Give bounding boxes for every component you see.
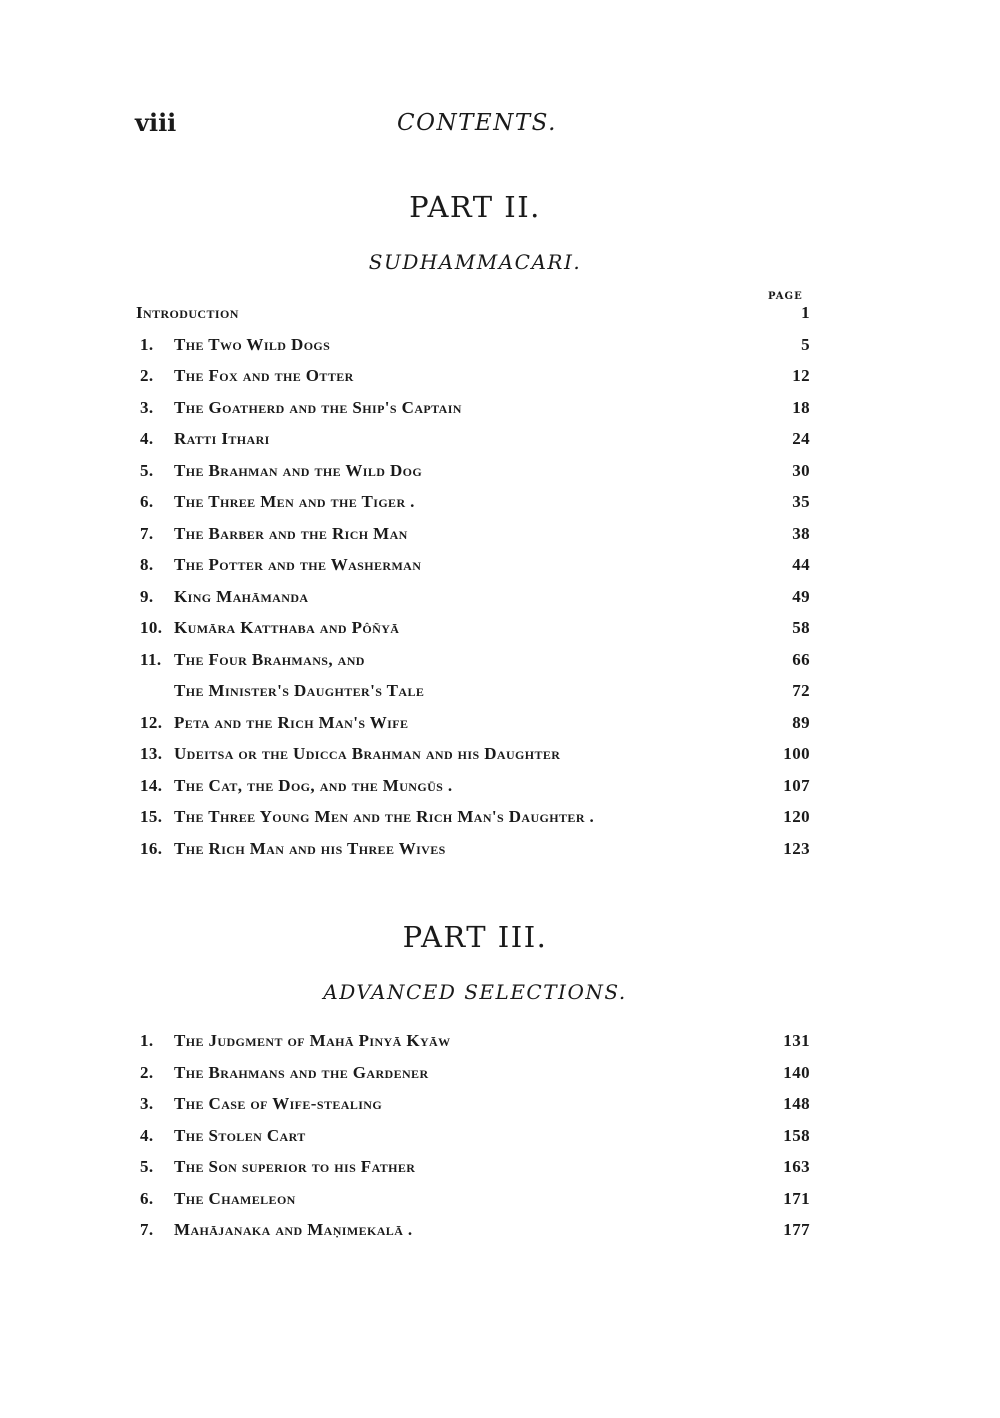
toc-entry: [136, 650, 810, 682]
entry-number: 9.: [140, 586, 154, 606]
toc-entry: [136, 587, 810, 619]
toc-entry: [136, 744, 810, 776]
entry-page-number: 89: [792, 712, 810, 732]
running-title: CONTENTS.: [397, 110, 557, 136]
toc-entry: [136, 1157, 810, 1189]
entry-title: The Rich Man and his Three Wives: [174, 838, 446, 858]
toc-entry: [136, 1031, 810, 1063]
entry-page-number: 30: [792, 460, 810, 480]
toc-entry: [136, 1063, 810, 1095]
entry-title: Kumāra Katthaba and Pôñyā: [174, 618, 400, 637]
entry-title: The Son superior to his Father: [174, 1157, 416, 1176]
entry-page-number: 131: [783, 1031, 810, 1050]
toc-entry: [136, 618, 810, 650]
entry-page-number: 123: [783, 838, 810, 858]
toc-entry: [136, 398, 810, 430]
entry-title: The Brahmans and the Gardener: [174, 1062, 429, 1082]
entry-title: The Fox and the Otter: [174, 366, 354, 385]
running-head: [135, 108, 815, 142]
entry-title: The Three Young Men and the Rich Man's Daughter .: [174, 807, 595, 826]
entry-number: 4.: [140, 429, 154, 448]
toc-entry: [136, 303, 810, 335]
toc-entry: [136, 555, 810, 587]
part-2-contents-list: [136, 303, 810, 870]
entry-page-number: 100: [783, 744, 810, 763]
entry-number: 1.: [140, 334, 154, 354]
entry-number: 16.: [140, 838, 163, 858]
page-number: viii: [135, 108, 177, 137]
entry-page-number: 12: [792, 366, 810, 385]
entry-number: 2.: [140, 366, 154, 385]
toc-entry: [136, 1220, 810, 1252]
entry-page-number: 120: [783, 807, 810, 826]
toc-entry: [136, 492, 810, 524]
entry-number: 6.: [140, 1188, 154, 1208]
toc-entry: [136, 839, 810, 871]
entry-number: 15.: [140, 807, 163, 826]
entry-title: The Chameleon: [174, 1188, 296, 1208]
entry-page-number: 163: [783, 1157, 810, 1176]
part-3-title: PART III.: [402, 920, 548, 954]
entry-title: The Barber and the Rich Man: [174, 523, 408, 543]
entry-title: The Potter and the Washerman: [174, 555, 422, 574]
entry-number: 7.: [140, 1220, 154, 1239]
page-column-label: PAGE: [768, 291, 803, 302]
entry-title: The Minister's Daughter's Tale: [174, 681, 425, 700]
entry-title: Ratti Ithari: [174, 429, 270, 448]
entry-title: The Two Wild Dogs: [174, 334, 331, 354]
entry-number: 6.: [140, 492, 154, 511]
entry-title: The Three Men and the Tiger .: [174, 492, 415, 511]
toc-entry: [136, 429, 810, 461]
toc-entry: [136, 807, 810, 839]
entry-number: 3.: [140, 1094, 154, 1113]
entry-page-number: 148: [783, 1094, 810, 1113]
entry-page-number: 18: [792, 397, 810, 417]
entry-page-number: 107: [783, 775, 810, 795]
entry-number: 4.: [140, 1125, 154, 1145]
entry-page-number: 38: [792, 523, 810, 543]
entry-title: The Goatherd and the Ship's Captain: [174, 397, 462, 417]
toc-entry: [136, 776, 810, 808]
toc-entry: [136, 681, 810, 713]
entry-title: The Case of Wife-stealing: [174, 1094, 383, 1113]
entry-page-number: 5: [801, 334, 810, 354]
entry-title: The Four Brahmans, and: [174, 649, 365, 669]
part-2-title: PART II.: [409, 190, 541, 224]
entry-title: The Cat, the Dog, and the Mungūs .: [174, 775, 453, 795]
part-3-subtitle: ADVANCED SELECTIONS.: [323, 980, 627, 1004]
entry-number: 13.: [140, 744, 163, 763]
entry-number: 5.: [140, 460, 154, 480]
part-2-subtitle: SUDHAMMACARI.: [368, 250, 582, 274]
entry-number: 1.: [140, 1031, 154, 1050]
entry-page-number: 58: [792, 618, 810, 637]
entry-number: 14.: [140, 775, 163, 795]
entry-number: 3.: [140, 397, 154, 417]
entry-title: The Brahman and the Wild Dog: [174, 460, 423, 480]
entry-title: Udeitsa or the Udicca Brahman and his Daughter: [174, 744, 561, 763]
part-3-contents-list: [136, 1031, 810, 1252]
toc-entry: [136, 1189, 810, 1221]
entry-page-number: 140: [783, 1062, 810, 1082]
entry-number: 11.: [140, 649, 162, 669]
toc-entry: [136, 461, 810, 493]
entry-number: 8.: [140, 555, 154, 574]
toc-entry: [136, 335, 810, 367]
entry-number: 12.: [140, 712, 163, 732]
entry-page-number: 35: [792, 492, 810, 511]
entry-number: 10.: [140, 618, 163, 637]
toc-entry: [136, 713, 810, 745]
entry-page-number: 49: [792, 586, 810, 606]
toc-entry: [136, 366, 810, 398]
entry-page-number: 72: [792, 681, 810, 700]
entry-number: 2.: [140, 1062, 154, 1082]
entry-title: Peta and the Rich Man's Wife: [174, 712, 409, 732]
entry-page-number: 44: [792, 555, 810, 574]
entry-page-number: 177: [783, 1220, 810, 1239]
toc-entry: [136, 1094, 810, 1126]
entry-page-number: 158: [783, 1125, 810, 1145]
entry-page-number: 171: [783, 1188, 810, 1208]
entry-title: The Stolen Cart: [174, 1125, 306, 1145]
entry-title: Mahājanaka and Maṇimekalā .: [174, 1220, 413, 1239]
entry-title: King Mahāmanda: [174, 586, 309, 606]
entry-page-number: 1: [801, 303, 810, 322]
toc-entry: [136, 1126, 810, 1158]
entry-number: 7.: [140, 523, 154, 543]
entry-page-number: 24: [792, 429, 810, 448]
entry-page-number: 66: [792, 649, 810, 669]
entry-number: 5.: [140, 1157, 154, 1176]
toc-entry: [136, 524, 810, 556]
entry-title: The Judgment of Mahā Pinyā Kyāw: [174, 1031, 451, 1050]
entry-title: Introduction: [136, 303, 239, 322]
